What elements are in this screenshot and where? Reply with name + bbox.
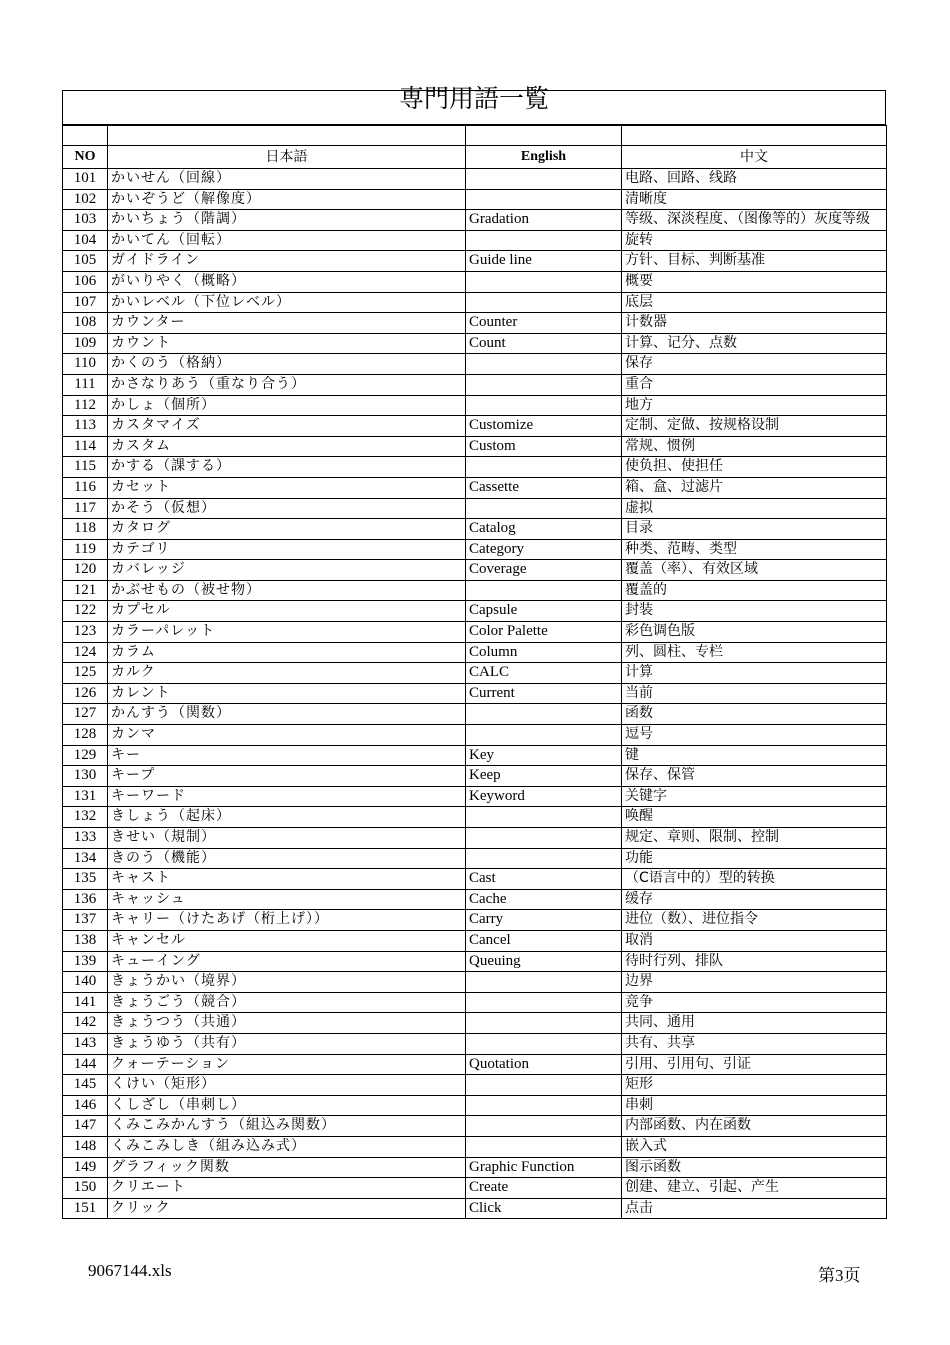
cell-chinese: 重合	[622, 374, 887, 395]
cell-english	[466, 230, 622, 251]
cell-english	[466, 1136, 622, 1157]
cell-english: Graphic Function	[466, 1157, 622, 1178]
cell-chinese: 点击	[622, 1198, 887, 1219]
cell-no: 141	[63, 992, 108, 1013]
cell-chinese: 进位（数）、进位指令	[622, 910, 887, 931]
cell-japanese: ガイドライン	[108, 251, 466, 272]
cell-japanese: カンマ	[108, 725, 466, 746]
cell-chinese: 缓存	[622, 889, 887, 910]
cell-english: Color Palette	[466, 622, 622, 643]
cell-chinese: 箱、盒、过滤片	[622, 477, 887, 498]
cell-english	[466, 1013, 622, 1034]
cell-no: 137	[63, 910, 108, 931]
cell-japanese: カウンター	[108, 313, 466, 334]
table-row	[63, 992, 887, 1013]
table-row	[63, 189, 887, 210]
cell-no: 106	[63, 271, 108, 292]
cell-chinese: 常规、惯例	[622, 436, 887, 457]
table-row	[63, 560, 887, 581]
table-row	[63, 1095, 887, 1116]
cell-japanese: かくのう（格納）	[108, 354, 466, 375]
cell-japanese: カレント	[108, 683, 466, 704]
cell-no: 104	[63, 230, 108, 251]
cell-english	[466, 848, 622, 869]
blank-cell	[108, 126, 466, 146]
cell-japanese: かいせん（回線）	[108, 169, 466, 190]
cell-no: 102	[63, 189, 108, 210]
cell-no: 144	[63, 1054, 108, 1075]
cell-japanese: クリエート	[108, 1178, 466, 1199]
cell-japanese: キャリー（けたあげ（桁上げ））	[108, 910, 466, 931]
cell-chinese: 待时行列、排队	[622, 951, 887, 972]
table-row	[63, 1136, 887, 1157]
cell-english: Queuing	[466, 951, 622, 972]
cell-no: 134	[63, 848, 108, 869]
table-row	[63, 683, 887, 704]
cell-no: 131	[63, 786, 108, 807]
cell-english: Quotation	[466, 1054, 622, 1075]
cell-english	[466, 189, 622, 210]
cell-no: 120	[63, 560, 108, 581]
cell-english: Create	[466, 1178, 622, 1199]
cell-no: 103	[63, 210, 108, 231]
cell-japanese: キャンセル	[108, 930, 466, 951]
table-row	[63, 539, 887, 560]
cell-no: 135	[63, 869, 108, 890]
cell-english	[466, 1095, 622, 1116]
cell-chinese: 键	[622, 745, 887, 766]
cell-chinese: 种类、范畴、类型	[622, 539, 887, 560]
cell-english	[466, 580, 622, 601]
cell-japanese: かいてん（回転）	[108, 230, 466, 251]
blank-cell	[466, 126, 622, 146]
cell-no: 150	[63, 1178, 108, 1199]
cell-english: Cassette	[466, 477, 622, 498]
cell-chinese: 共有、共享	[622, 1033, 887, 1054]
cell-japanese: キャッシュ	[108, 889, 466, 910]
cell-chinese: 嵌入式	[622, 1136, 887, 1157]
cell-japanese: クォーテーション	[108, 1054, 466, 1075]
cell-no: 128	[63, 725, 108, 746]
cell-english: Cache	[466, 889, 622, 910]
cell-english	[466, 807, 622, 828]
cell-chinese: 使负担、使担任	[622, 457, 887, 478]
cell-no: 129	[63, 745, 108, 766]
header-row	[63, 146, 887, 169]
table-row	[63, 580, 887, 601]
cell-english: Current	[466, 683, 622, 704]
cell-japanese: カセット	[108, 477, 466, 498]
cell-no: 119	[63, 539, 108, 560]
cell-japanese: キー	[108, 745, 466, 766]
cell-chinese: 矩形	[622, 1075, 887, 1096]
cell-chinese: 清晰度	[622, 189, 887, 210]
cell-no: 122	[63, 601, 108, 622]
cell-english	[466, 292, 622, 313]
cell-chinese: 计数器	[622, 313, 887, 334]
cell-chinese: 计算	[622, 663, 887, 684]
cell-japanese: グラフィック関数	[108, 1157, 466, 1178]
table-row	[63, 663, 887, 684]
cell-japanese: きせい（規制）	[108, 828, 466, 849]
table-row	[63, 786, 887, 807]
cell-chinese: 共同、通用	[622, 1013, 887, 1034]
cell-japanese: くしざし（串刺し）	[108, 1095, 466, 1116]
cell-no: 151	[63, 1198, 108, 1219]
cell-japanese: かいぞうど（解像度）	[108, 189, 466, 210]
table-row	[63, 251, 887, 272]
cell-chinese: 定制、定做、按规格设制	[622, 416, 887, 437]
table-row	[63, 930, 887, 951]
table-row	[63, 848, 887, 869]
table-row	[63, 230, 887, 251]
cell-english: Carry	[466, 910, 622, 931]
table-row	[63, 1054, 887, 1075]
cell-chinese: 取消	[622, 930, 887, 951]
cell-no: 110	[63, 354, 108, 375]
table-row	[63, 169, 887, 190]
cell-english: Column	[466, 642, 622, 663]
cell-no: 123	[63, 622, 108, 643]
table-row	[63, 416, 887, 437]
cell-no: 138	[63, 930, 108, 951]
cell-japanese: かぶせもの（被せ物）	[108, 580, 466, 601]
cell-no: 146	[63, 1095, 108, 1116]
cell-chinese: 列、圆柱、专栏	[622, 642, 887, 663]
cell-english: Guide line	[466, 251, 622, 272]
table-row	[63, 1075, 887, 1096]
footer-filename: 9067144.xls	[88, 1261, 172, 1280]
table-body	[63, 169, 887, 1219]
cell-chinese: 计算、记分、点数	[622, 333, 887, 354]
cell-no: 112	[63, 395, 108, 416]
cell-chinese: 创建、建立、引起、产生	[622, 1178, 887, 1199]
cell-no: 143	[63, 1033, 108, 1054]
cell-chinese: 等级、深淡程度、（图像等的）灰度等级	[622, 210, 887, 231]
cell-chinese: 概要	[622, 271, 887, 292]
cell-no: 113	[63, 416, 108, 437]
cell-no: 136	[63, 889, 108, 910]
header-english: English	[466, 146, 622, 169]
cell-no: 117	[63, 498, 108, 519]
cell-chinese: 引用、引用句、引证	[622, 1054, 887, 1075]
table-row	[63, 601, 887, 622]
cell-japanese: かいレベル（下位レベル）	[108, 292, 466, 313]
cell-japanese: カラーパレット	[108, 622, 466, 643]
cell-english: Cast	[466, 869, 622, 890]
cell-english: Cancel	[466, 930, 622, 951]
cell-no: 140	[63, 972, 108, 993]
cell-japanese: カスタマイズ	[108, 416, 466, 437]
table-row	[63, 1013, 887, 1034]
cell-english	[466, 457, 622, 478]
cell-no: 108	[63, 313, 108, 334]
cell-no: 125	[63, 663, 108, 684]
table-row	[63, 313, 887, 334]
glossary-table	[62, 125, 887, 1219]
cell-japanese: かさなりあう（重なり合う）	[108, 374, 466, 395]
cell-english	[466, 704, 622, 725]
cell-english	[466, 1033, 622, 1054]
table-row	[63, 210, 887, 231]
cell-english	[466, 395, 622, 416]
cell-english	[466, 498, 622, 519]
cell-japanese: キューイング	[108, 951, 466, 972]
table-row	[63, 1178, 887, 1199]
cell-japanese: クリック	[108, 1198, 466, 1219]
cell-no: 118	[63, 519, 108, 540]
cell-chinese: 当前	[622, 683, 887, 704]
cell-english	[466, 354, 622, 375]
table-row	[63, 457, 887, 478]
table-row	[63, 745, 887, 766]
cell-japanese: カルク	[108, 663, 466, 684]
cell-no: 130	[63, 766, 108, 787]
cell-japanese: きのう（機能）	[108, 848, 466, 869]
table-row	[63, 477, 887, 498]
cell-no: 109	[63, 333, 108, 354]
cell-chinese: 保存	[622, 354, 887, 375]
cell-no: 116	[63, 477, 108, 498]
cell-chinese: 保存、保管	[622, 766, 887, 787]
cell-english: Capsule	[466, 601, 622, 622]
cell-japanese: きょうごう（競合）	[108, 992, 466, 1013]
cell-english: Catalog	[466, 519, 622, 540]
cell-japanese: カプセル	[108, 601, 466, 622]
cell-english	[466, 271, 622, 292]
cell-japanese: カラム	[108, 642, 466, 663]
cell-no: 147	[63, 1116, 108, 1137]
cell-japanese: かそう（仮想）	[108, 498, 466, 519]
table-row	[63, 869, 887, 890]
cell-english	[466, 374, 622, 395]
table-row	[63, 951, 887, 972]
table-row	[63, 807, 887, 828]
cell-english	[466, 169, 622, 190]
table-row	[63, 271, 887, 292]
table-row	[63, 498, 887, 519]
cell-chinese: 目录	[622, 519, 887, 540]
cell-no: 126	[63, 683, 108, 704]
blank-cell	[622, 126, 887, 146]
cell-english: Gradation	[466, 210, 622, 231]
cell-no: 124	[63, 642, 108, 663]
table-row	[63, 333, 887, 354]
cell-chinese: 电路、回路、线路	[622, 169, 887, 190]
cell-japanese: きしょう（起床）	[108, 807, 466, 828]
cell-chinese: 关键字	[622, 786, 887, 807]
cell-chinese: 封装	[622, 601, 887, 622]
cell-english: Custom	[466, 436, 622, 457]
glossary-sheet	[62, 84, 886, 1219]
page-title: 専門用語一覧	[62, 90, 886, 125]
cell-english: Keyword	[466, 786, 622, 807]
cell-japanese: カスタム	[108, 436, 466, 457]
cell-no: 148	[63, 1136, 108, 1157]
table-row	[63, 292, 887, 313]
cell-english: Customize	[466, 416, 622, 437]
cell-english: Counter	[466, 313, 622, 334]
cell-english: Count	[466, 333, 622, 354]
cell-no: 139	[63, 951, 108, 972]
header-no: NO	[63, 146, 108, 169]
table-row	[63, 910, 887, 931]
table-row	[63, 1198, 887, 1219]
cell-chinese: 函数	[622, 704, 887, 725]
blank-cell	[63, 126, 108, 146]
cell-chinese: 边界	[622, 972, 887, 993]
cell-japanese: かする（課する）	[108, 457, 466, 478]
cell-no: 121	[63, 580, 108, 601]
cell-japanese: カタログ	[108, 519, 466, 540]
cell-chinese: 覆盖（率）、有效区域	[622, 560, 887, 581]
cell-english	[466, 1116, 622, 1137]
cell-japanese: かんすう（関数）	[108, 704, 466, 725]
cell-english: CALC	[466, 663, 622, 684]
table-row	[63, 1116, 887, 1137]
table-row	[63, 704, 887, 725]
cell-japanese: くみこみかんすう（組込み関数）	[108, 1116, 466, 1137]
cell-chinese: （C语言中的）型的转换	[622, 869, 887, 890]
table-row	[63, 972, 887, 993]
cell-chinese: 虚拟	[622, 498, 887, 519]
table-row	[63, 766, 887, 787]
cell-japanese: きょうつう（共通）	[108, 1013, 466, 1034]
cell-no: 107	[63, 292, 108, 313]
cell-no: 149	[63, 1157, 108, 1178]
table-row	[63, 622, 887, 643]
cell-chinese: 图示函数	[622, 1157, 887, 1178]
cell-no: 142	[63, 1013, 108, 1034]
table-row	[63, 395, 887, 416]
cell-japanese: キャスト	[108, 869, 466, 890]
cell-english	[466, 972, 622, 993]
header-chinese: 中文	[622, 146, 887, 169]
table-row	[63, 436, 887, 457]
cell-japanese: かしょ（個所）	[108, 395, 466, 416]
cell-chinese: 彩色调色版	[622, 622, 887, 643]
cell-english: Category	[466, 539, 622, 560]
cell-no: 145	[63, 1075, 108, 1096]
cell-chinese: 竞争	[622, 992, 887, 1013]
cell-no: 132	[63, 807, 108, 828]
cell-english: Coverage	[466, 560, 622, 581]
table-row	[63, 519, 887, 540]
cell-japanese: かいちょう（階調）	[108, 210, 466, 231]
cell-english	[466, 1075, 622, 1096]
table-row	[63, 828, 887, 849]
cell-no: 133	[63, 828, 108, 849]
cell-chinese: 内部函数、内在函数	[622, 1116, 887, 1137]
cell-english: Key	[466, 745, 622, 766]
cell-no: 105	[63, 251, 108, 272]
table-row	[63, 354, 887, 375]
table-row	[63, 1157, 887, 1178]
cell-no: 115	[63, 457, 108, 478]
cell-english: Click	[466, 1198, 622, 1219]
cell-japanese: カバレッジ	[108, 560, 466, 581]
cell-no: 114	[63, 436, 108, 457]
blank-row	[63, 126, 887, 146]
table-row	[63, 725, 887, 746]
cell-chinese: 功能	[622, 848, 887, 869]
cell-japanese: くけい（矩形）	[108, 1075, 466, 1096]
header-japanese: 日本語	[108, 146, 466, 169]
cell-english	[466, 725, 622, 746]
cell-japanese: きょうかい（境界）	[108, 972, 466, 993]
table-row	[63, 889, 887, 910]
cell-chinese: 规定、章则、限制、控制	[622, 828, 887, 849]
table-row	[63, 1033, 887, 1054]
cell-no: 101	[63, 169, 108, 190]
cell-japanese: カウント	[108, 333, 466, 354]
cell-chinese: 串刺	[622, 1095, 887, 1116]
cell-japanese: カテゴリ	[108, 539, 466, 560]
cell-chinese: 旋转	[622, 230, 887, 251]
cell-chinese: 方针、目标、判断基准	[622, 251, 887, 272]
cell-no: 111	[63, 374, 108, 395]
cell-japanese: がいりやく（概略）	[108, 271, 466, 292]
cell-chinese: 覆盖的	[622, 580, 887, 601]
footer-page-number: 第3页	[818, 1266, 861, 1285]
cell-no: 127	[63, 704, 108, 725]
cell-english	[466, 828, 622, 849]
cell-japanese: キープ	[108, 766, 466, 787]
cell-chinese: 底层	[622, 292, 887, 313]
table-row	[63, 374, 887, 395]
cell-chinese: 逗号	[622, 725, 887, 746]
table-row	[63, 642, 887, 663]
cell-japanese: きょうゆう（共有）	[108, 1033, 466, 1054]
cell-japanese: くみこみしき（組み込み式）	[108, 1136, 466, 1157]
cell-japanese: キーワード	[108, 786, 466, 807]
cell-english: Keep	[466, 766, 622, 787]
cell-chinese: 唤醒	[622, 807, 887, 828]
cell-english	[466, 992, 622, 1013]
cell-chinese: 地方	[622, 395, 887, 416]
